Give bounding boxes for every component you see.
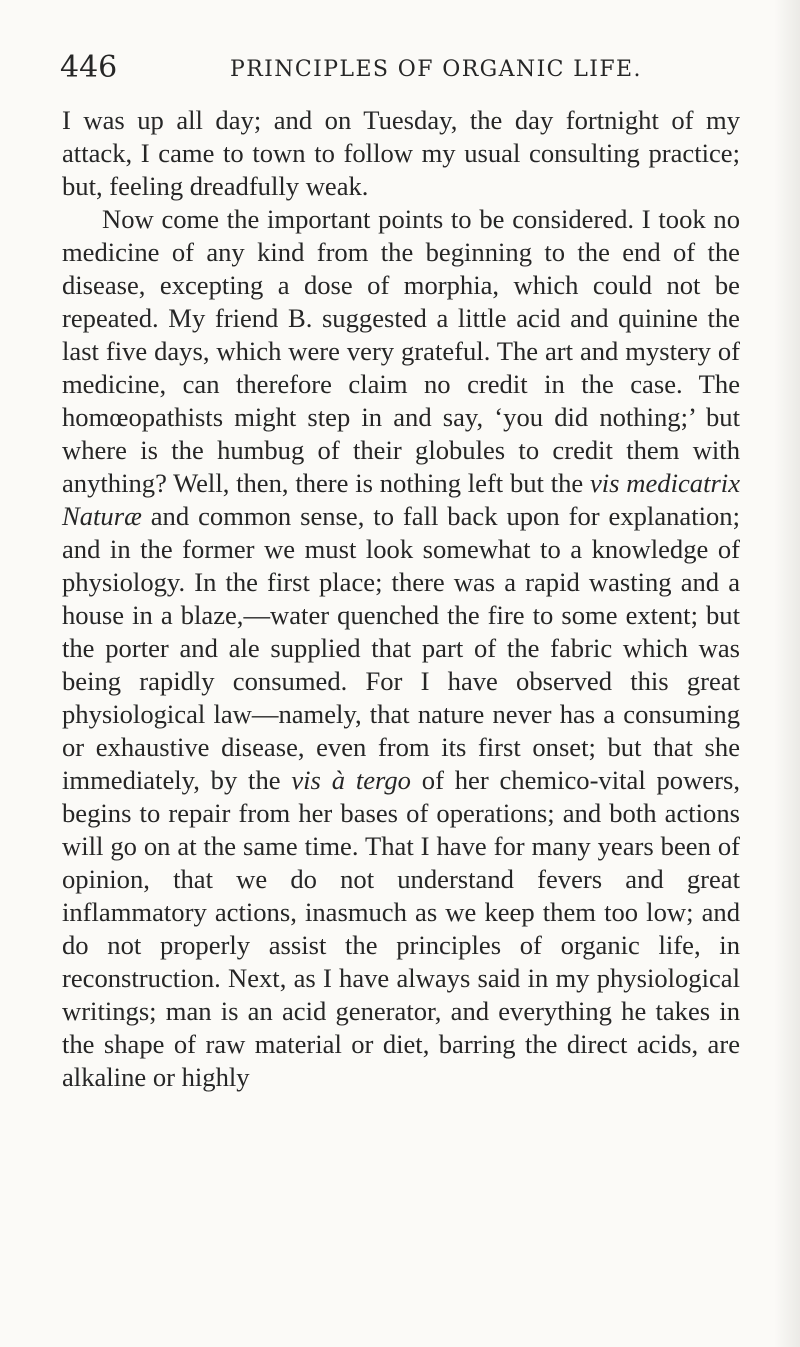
paragraph-2-part-3: of her chemico-vital powers, begins to repair from her bases of operations; and both actions will go on at the same time. That I have for many years been of opinion, that we do not understand fevers and great inflammatory actions, inasmuch as we keep them too low; and do not properly assist the principles of organic life, in reconstruction. Next, as I have always said in my physiological writings; man is an acid generator, and everything he takes in the shape of raw material or diet, barring the direct acids, are alkaline or highly bbox=[62, 765, 740, 1092]
vis-medicatrix-phrase: vis medicatrix Naturæ bbox=[62, 468, 740, 531]
paragraph-2-part-1: Now come the important points to be considered. I took no medicine of any kind from the beginning to the end of the disease, excepting a dose of morphia, which could not be repeated. My friend B. suggested a little acid and quinine the last five days, which were very grateful. The art and mystery of medicine, can therefore claim no credit in the case. The homœopathists might step in and say, ‘you did nothing;’ but where is the humbug of their globules to credit them with anything? Well, then, there is nothing left but the bbox=[62, 204, 740, 498]
body-text bbox=[62, 104, 740, 1094]
paragraph-1: I was up all day; and on Tuesday, the day fortnight of my attack, I came to town to follow my usual consulting practice; but, feeling dreadfully weak. bbox=[62, 105, 740, 201]
paragraph-2-part-2: and common sense, to fall back upon for explanation; and in the former we must look somewhat to a knowledge of physiology. In the first place; there was a rapid wasting and a house in a blaze,—water quenched the fire to some extent; but the porter and ale supplied that part of the fabric which was being rapidly consumed. For I have observed this great physiological law—namely, that nature never has a consuming or exhaustive disease, even from its first onset; but that she immediately, by the bbox=[62, 501, 740, 795]
vis-a-tergo-phrase: vis à tergo bbox=[291, 765, 411, 795]
page-header bbox=[60, 48, 740, 88]
page-edge-shadow bbox=[774, 0, 800, 1347]
paragraph-2 bbox=[62, 203, 740, 1094]
running-head: PRINCIPLES OF ORGANIC LIFE. bbox=[230, 57, 642, 82]
page-number: 446 bbox=[60, 50, 118, 85]
